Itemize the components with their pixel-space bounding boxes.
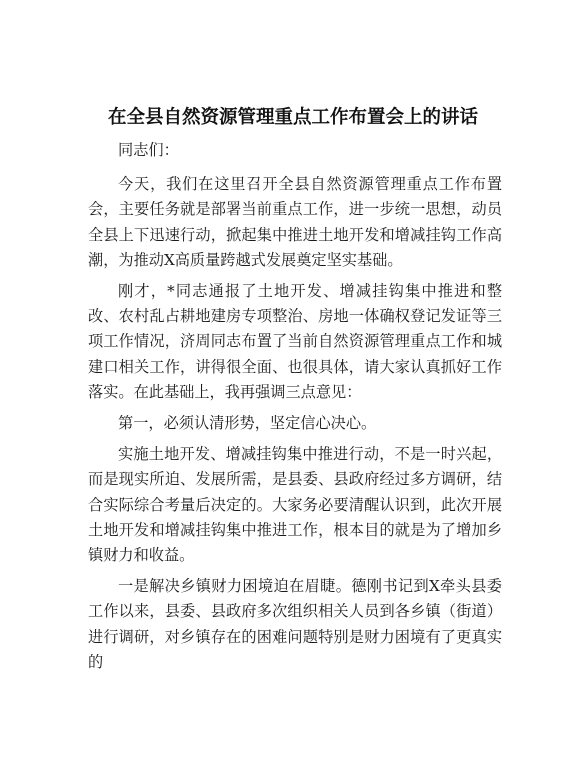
document-body [88, 138, 502, 675]
paragraph-review: 刚才，*同志通报了土地开发、增减挂钩集中推进和整改、农村乱占耕地建房专项整治、房地一体确权登记发证等三项工作情况，济周同志布置了当前自然资源管理重点工作和城建口相关工作，讲得很全面、也很具体，请大家认真抓好工作落实。在此基础上，我再强调三点意见： [88, 282, 502, 401]
paragraph-context: 实施土地开发、增减挂钩集中推进行动，不是一时兴起，而是现实所迫、发展所需，是县委、县政府经过多方调研，结合实际综合考量后决定的。大家务必要清醒认识到，此次开展土地开发和增减挂钩集中推进工作，根本目的就是为了增加乡镇财力和收益。 [88, 445, 502, 565]
paragraph-point-one: 一是解决乡镇财力困境迫在眉睫。德刚书记到X牵头县委工作以来，县委、县政府多次组织相关人员到各乡镇（街道）进行调研，对乡镇存在的困难问题特别是财力困境有了更真实的 [88, 577, 502, 671]
document-title: 在全县自然资源管理重点工作布置会上的讲话 [107, 107, 478, 128]
salutation: 同志们： [118, 141, 179, 159]
paragraph-opening: 今天，我们在这里召开全县自然资源管理重点工作布置会，主要任务就是部署当前重点工作，进一步统一思想，动员全县上下迅速行动，掀起集中推进土地开发和增减挂钩工作高潮，为推动X高质量跨越式发展奠定坚实基础。 [88, 175, 502, 269]
section-heading-first: 第一，必须认清形势，坚定信心决心。 [118, 414, 377, 433]
